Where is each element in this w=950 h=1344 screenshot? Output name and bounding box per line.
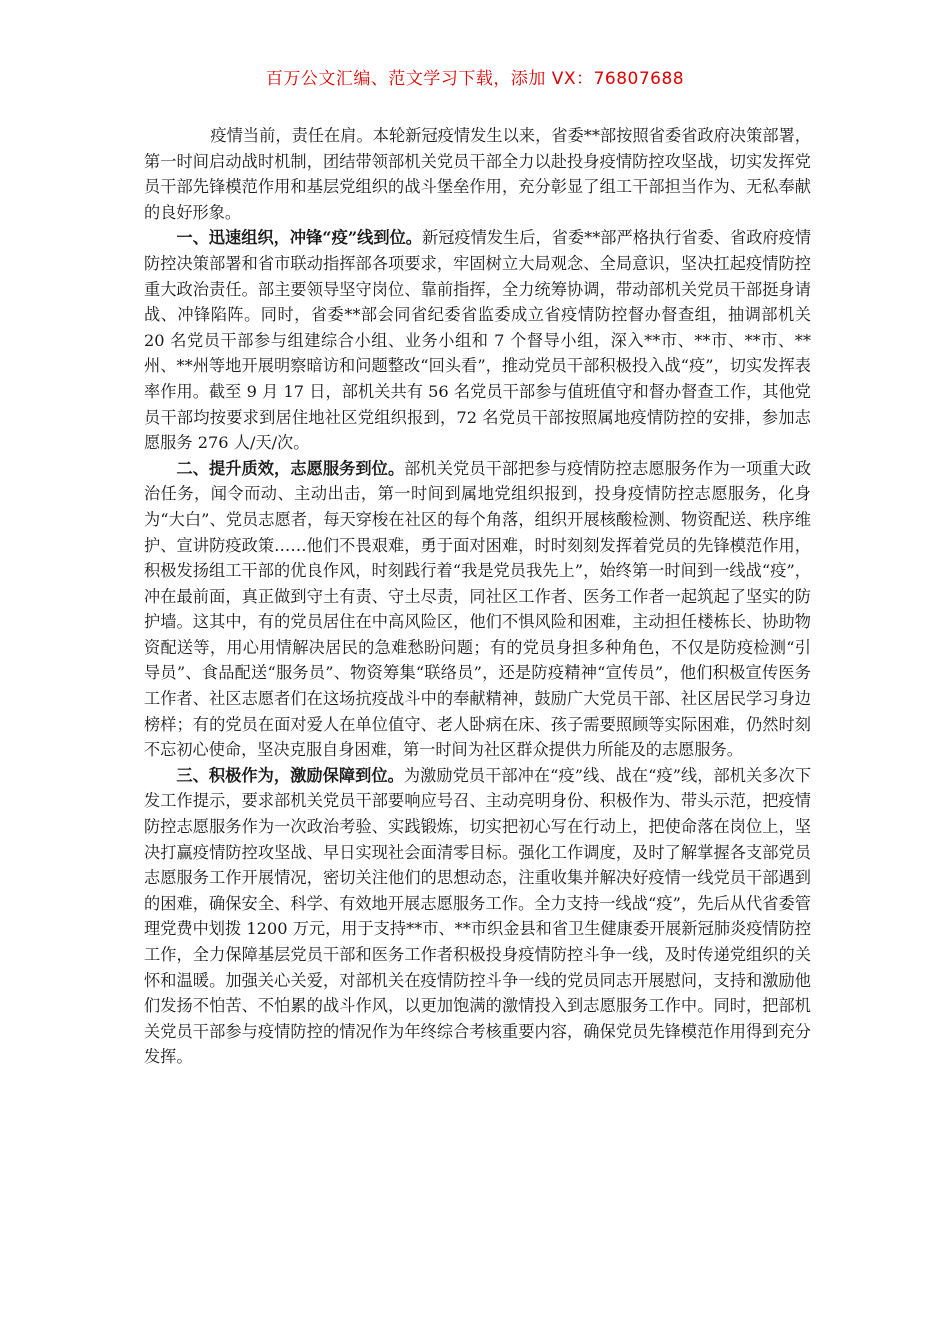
section-body-2: 部机关党员干部把参与疫情防控志愿服务作为一项重大政治任务，闻令而动、主动出击，第一时间到属地党组织报到，投身疫情防控志愿服务，化身为“大白”、党员志愿者，每天穿梭在社区的每个角落，组织开展核酸检测、物资配送、秩序维护、宣讲防疫政策……他们不畏艰难，勇于面对困难，时时刻刻发挥着党员的先锋模范作用，积极发扬组工干部的优良作风，时刻践行着“我是党员我先上”，始终第一时间到一线战“疫”，冲在最前面，真正做到守土有责、守土尽责，同社区工作者、医务工作者一起筑起了坚实的防护墙。这其中，有的党员居住在中高风险区，他们不惧风险和困难，主动担任楼栋长、协助物资配送等，用心用情解决居民的急难愁盼问题；有的党员身担多种角色，不仅是防疫检测“引导员”、食品配送“服务员”、物资筹集“联络员”，还是防疫精神“宣传员”，他们积极宣传医务工作者、社区志愿者们在这场抗疫战斗中的奉献精神，鼓励广大党员干部、社区居民学习身边榜样；有的党员在面对爱人在单位值守、老人卧病在床、孩子需要照顾等实际困难，仍然时刻不忘初心使命，坚决克服自身困难，第一时间为社区群众提供力所能及的志愿服务。 — [144, 458, 812, 760]
promo-header: 百万公文汇编、范文学习下载，添加 VX：76807688 — [265, 69, 685, 89]
section-heading-3: 三、积极作为，激励保障到位。 — [176, 765, 404, 785]
section-paragraph-2 — [144, 456, 811, 763]
section-body-1: 新冠疫情发生后，省委**部严格执行省委、省政府疫情防控决策部署和省市联动指挥部各项要求，牢固树立大局观念、全局意识，坚决扛起疫情防控重大政治责任。部主要领导坚守岗位、靠前指挥，全力统筹协调，带动部机关党员干部挺身请战、冲锋陷阵。同时，省委**部会同省纪委省监委成立省疫情防控督办督查组，抽调部机关 20 名党员干部参与组建综合小组、业务小组和 7 个督导小组，深入**市、**市、**市、**州、**州等地开展明察暗访和问题整改“回头看”，推动党员干部积极投入战“疫”，切实发挥表率作用。截至 9 月 17 日，部机关共有 56 名党员干部参与值班值守和督办督查工作，其他党员干部均按要求到居住地社区党组织报到，72 名党员干部按照属地疫情防控的安排，参加志愿服务 276 人/天/次。 — [144, 228, 812, 453]
section-paragraph-3 — [144, 763, 811, 1070]
section-paragraph-1 — [144, 225, 811, 455]
section-body-3: 为激励党员干部冲在“疫”线、战在“疫”线，部机关多次下发工作提示，要求部机关党员干部要响应号召、主动亮明身份、积极作为、带头示范，把疫情防控志愿服务作为一次政治考验、实践锻炼，切实把初心写在行动上，把使命落在岗位上，坚决打赢疫情防控攻坚战、早日实现社会面清零目标。强化工作调度，及时了解掌握各支部党员志愿服务工作开展情况，密切关注他们的思想动态，注重收集并解决好疫情一线党员干部遇到的困难，确保安全、科学、有效地开展志愿服务工作。全力支持一线战“疫”，先后从代省委管理党费中划拨 1200 万元，用于支持**市、**市织金县和省卫生健康委开展新冠肺炎疫情防控工作，全力保障基层党员干部和医务工作者积极投身疫情防控斗争一线，及时传递党组织的关怀和温暖。加强关心关爱，对部机关在疫情防控斗争一线的党员同志开展慰问，支持和激励他们发扬不怕苦、不怕累的战斗作风，以更加饱满的激情投入到志愿服务工作中。同时，把部机关党员干部参与疫情防控的情况作为年终综合考核重要内容，确保党员先锋模范作用得到充分发挥。 — [144, 765, 812, 1067]
intro-paragraph: 疫情当前，责任在肩。本轮新冠疫情发生以来，省委**部按照省委省政府决策部署，第一时间启动战时机制，团结带领部机关党员干部全力以赴投身疫情防控攻坚战，切实发挥党员干部先锋模范作用和基层党组织的战斗堡垒作用，充分彰显了组工干部担当作为、无私奉献的良好形象。 — [144, 126, 811, 222]
section-heading-1: 一、迅速组织，冲锋“疫”线到位。 — [176, 228, 422, 248]
document-body — [144, 123, 811, 1070]
section-heading-2: 二、提升质效，志愿服务到位。 — [176, 458, 405, 478]
